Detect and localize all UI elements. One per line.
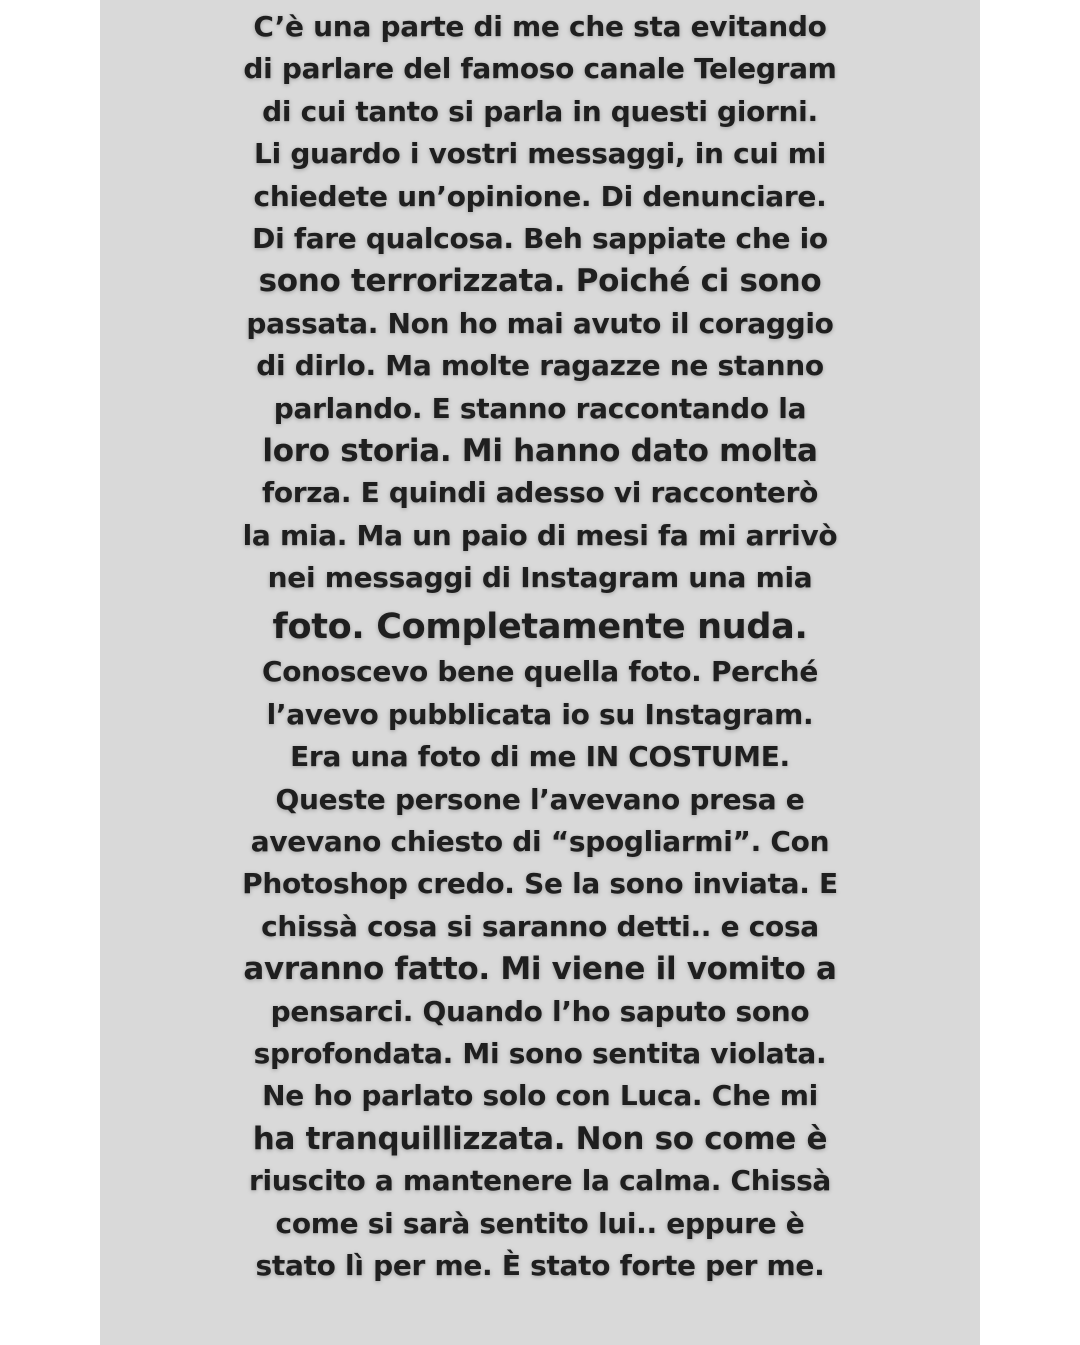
story-text: [100, 6, 980, 1287]
story-line: Li guardo i vostri messaggi, in cui mi: [254, 137, 826, 171]
story-line: stato lì per me. È stato forte per me.: [255, 1248, 825, 1282]
story-line: avranno fatto. Mi viene il vomito a: [243, 951, 837, 988]
story-line: come si sarà sentito lui.. eppure è: [275, 1206, 805, 1240]
story-line: chiedete un’opinione. Di denunciare.: [253, 179, 827, 213]
story-line: C’è una parte di me che sta evitando: [253, 10, 827, 43]
story-line: Ne ho parlato solo con Luca. Che mi: [262, 1079, 818, 1113]
story-line: Di fare qualcosa. Beh sappiate che io: [252, 221, 828, 255]
story-line: passata. Non ho mai avuto il coraggio: [246, 306, 834, 340]
story-line: la mia. Ma un paio di mesi fa mi arrivò: [242, 518, 838, 552]
story-line: di cui tanto si parla in questi giorni.: [262, 94, 818, 128]
story-line: parlando. E stanno raccontando la: [273, 391, 807, 425]
story-line: sono terrorizzata. Poiché ci sono: [258, 263, 822, 300]
story-line: di parlare del famoso canale Telegram: [243, 52, 837, 86]
story-line: sprofondata. Mi sono sentita violata.: [253, 1036, 827, 1070]
story-line: Queste persone l’avevano presa e: [275, 782, 805, 816]
story-line: nei messaggi di Instagram una mia: [267, 561, 813, 595]
story-line: Photoshop credo. Se la sono inviata. E: [242, 867, 838, 901]
story-line: ha tranquillizzata. Non so come è: [252, 1120, 828, 1157]
story-line: avevano chiesto di “spogliarmi”. Con: [250, 825, 830, 859]
story-line: riuscito a mantenere la calma. Chissà: [248, 1164, 832, 1198]
story-line: pensarci. Quando l’ho saputo sono: [270, 994, 810, 1028]
story-line: Era una foto di me IN COSTUME.: [290, 740, 790, 774]
story-line: Conoscevo bene quella foto. Perché: [261, 655, 819, 689]
story-line: loro storia. Mi hanno dato molta: [262, 432, 818, 469]
story-line: forza. E quindi adesso vi racconterò: [261, 476, 819, 510]
story-line: chissà cosa si saranno detti.. e cosa: [261, 909, 819, 943]
story-panel: [100, 0, 980, 1345]
story-line-emphasis: foto. Completamente nuda.: [272, 607, 808, 648]
story-line: di dirlo. Ma molte ragazze ne stanno: [256, 349, 824, 383]
story-line: l’avevo pubblicata io su Instagram.: [266, 697, 814, 731]
